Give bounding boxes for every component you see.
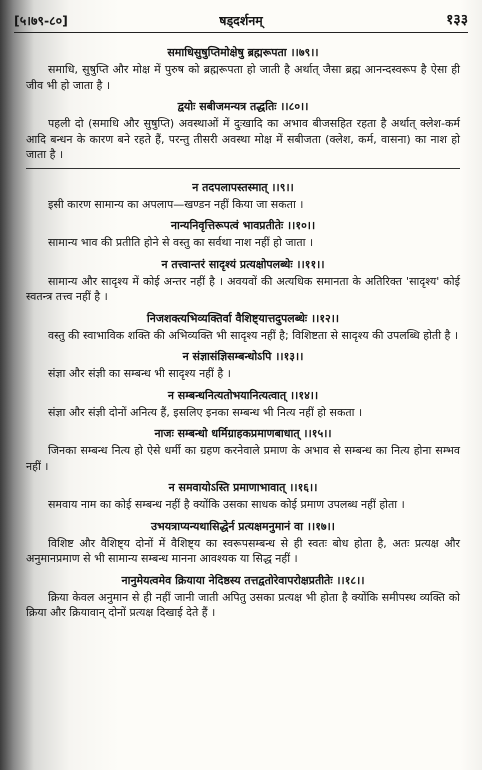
commentary-paragraph: संज्ञा और संज्ञी दोनों अनित्य हैं, इसलिए इनका सम्बन्ध भी नित्य नहीं हो सकता ।: [48, 405, 363, 419]
sutra-heading: न समवायोऽस्ति प्रमाणाभावात् ।।१६।।: [168, 481, 318, 494]
sutra-heading: नान्यनिवृत्तिरूपत्वं भावप्रतीतेः ।।१०।।: [170, 219, 316, 232]
header-rule: [14, 32, 468, 33]
commentary-paragraph: इसी कारण सामान्य का अपलाप—खण्डन नहीं किया जा सकता ।: [48, 197, 304, 211]
section-divider: [26, 168, 460, 169]
sutra-heading: नाजः सम्बन्धो धर्मिग्राहकप्रमाणबाधात् ।।१५।।: [154, 427, 332, 440]
sutra-heading: न संज्ञासंज्ञिसम्बन्धोऽपि ।।१३।।: [182, 350, 304, 363]
sutra-heading: न तत्त्वान्तरं सादृश्यं प्रत्यक्षोपलब्धेः ।।११।।: [161, 257, 325, 271]
commentary-paragraph: पहली दो (समाधि और सुषुप्ति) अवस्थाओं में दुःखादि का अभाव बीजसहित रहता है अर्थात् क्लेश-कर्म आदि बन्धन के कारण बने रहते हैं, परन्तु तीसरी अवस्था मोक्ष में सबीजता (क्लेश, कर्म, वासना) का नाश हो जाता है ।: [26, 117, 460, 161]
sutra-range-label: [५।७९-८०]: [14, 13, 68, 28]
commentary-paragraph: समवाय नाम का कोई सम्बन्ध नहीं है क्योंकि उसका साधक कोई प्रमाण उपलब्ध नहीं होता ।: [48, 498, 405, 511]
commentary-paragraph: समाधि, सुषुप्ति और मोक्ष में पुरुष को ब्रह्मरूपता हो जाती है अर्थात् जैसा ब्रह्म आनन्दस्वरूप है ऐसा ही जीव भी हो जाता है ।: [26, 63, 460, 92]
sutra-heading: द्वयोः सबीजमन्यत्र तद्धतिः ।।८०।।: [177, 100, 309, 113]
sutra-heading: उभयत्राप्यन्यथासिद्धेर्न प्रत्यक्षमनुमानं वा ।।१७।।: [151, 519, 335, 533]
sutra-heading: नानुमेयत्वमेव क्रियाया नेदिष्ठस्य तत्तद्वतोरेवापरोक्षप्रतीतेः ।।१८।।: [121, 573, 365, 587]
commentary-paragraph: सामान्य भाव की प्रतीति होने से वस्तु का सर्वथा नाश नहीं हो जाता ।: [48, 236, 314, 249]
sutra-heading: समाधिसुषुप्तिमोक्षेषु ब्रह्मरूपता ।।७९।।: [167, 46, 319, 59]
commentary-paragraph: सामान्य और सादृश्य में कोई अन्तर नहीं है । अवयवों की अत्यधिक समानता के अतिरिक्त 'सादृश्य' कोई स्वतन्त्र तत्त्व नहीं है ।: [26, 274, 460, 303]
page-number: १३३: [446, 12, 468, 28]
commentary-paragraph: संज्ञा और संज्ञी का सम्बन्ध भी सादृश्य नहीं है ।: [48, 367, 231, 380]
commentary-paragraph: क्रिया केवल अनुमान से ही नहीं जानी जाती अपितु उसका प्रत्यक्ष भी होता है क्योंकि समीपस्थ व्यक्ति को क्रिया और क्रियावान् दोनों प्रत्यक्ष दिखाई देते हैं ।: [26, 590, 460, 619]
sutra-heading: न सम्बन्धनित्यतोभयानित्यत्वात् ।।१४।।: [167, 388, 319, 402]
commentary-paragraph: जिनका सम्बन्ध नित्य हो ऐसे धर्मी का ग्रहण करनेवाले प्रमाण के अभाव से सम्बन्ध का नित्य होना सम्भव नहीं ।: [26, 444, 460, 473]
page-header: [14, 10, 468, 32]
running-title: षड्दर्शनम्: [219, 13, 263, 28]
page-body: [26, 44, 460, 626]
sutra-heading: न तदपलापस्तस्मात् ।।९।।: [192, 180, 294, 194]
commentary-paragraph: विशिष्ट और वैशिष्ट्य दोनों में वैशिष्ट्य का स्वरूपसम्बन्ध से ही स्वतः बोध होता है, अतः प्रत्यक्ष और अनुमानप्रमाण से भी सामान्य सम्बन्ध मानना आवश्यक या सिद्ध नहीं ।: [26, 536, 460, 565]
sutra-heading: निजशक्त्यभिव्यक्तिर्वा वैशिष्ट्यात्तदुपलब्धेः ।।१२।।: [146, 311, 340, 325]
commentary-paragraph: वस्तु की स्वाभाविक शक्ति की अभिव्यक्ति भी सादृश्य नहीं है; विशिष्टता से सादृश्य की उपलब्धि होती है ।: [48, 328, 459, 342]
